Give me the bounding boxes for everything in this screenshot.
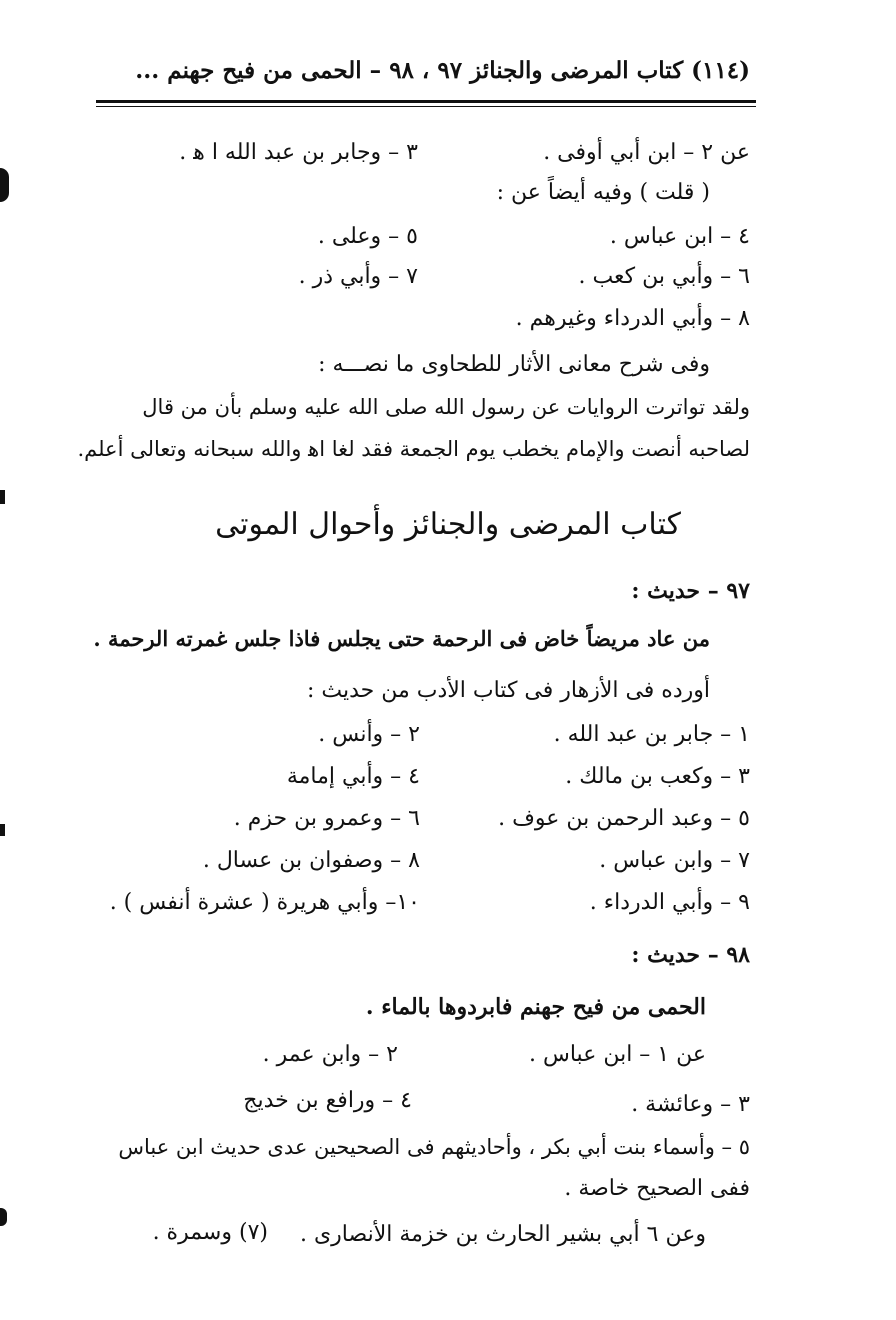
narrator-line: ٦ – وعمرو بن حزم . [233,806,420,831]
narrator-line: ٦ – وأبي بن كعب . [578,264,750,289]
hadith-98-heading: ٩٨ – حديث : [631,942,750,968]
tahawi-quote-line: ولقد تواترت الروايات عن رسول الله صلى الله عليه وسلم بأن من قال [142,395,750,419]
narrator-line: ٢ – وأنس . [318,722,420,747]
running-header: (١١٤) كتاب المرضى والجنائز ٩٧ ، ٩٨ – الحمى من فيح جهنم ... [135,57,750,84]
narrator-line: ٣ – وجابر بن عبد الله ا ﻫ . [179,140,418,165]
scan-edge-mark [0,824,5,836]
hadith-97-text: من عاد مريضاً خاض فى الرحمة حتى يجلس فاذا جلس غمرته الرحمة . [93,626,710,651]
narrator-line: (٧) وسمرة . [152,1220,268,1245]
narrator-line: ٥ – وأسماء بنت أبي بكر ، وأحاديثهم فى الصحيحين عدى حديث ابن عباس [118,1135,750,1159]
narrator-line: ٨ – وصفوان بن عسال . [202,848,420,873]
narrator-line: ففى الصحيح خاصة . [564,1176,750,1201]
narrator-line: ١٠– وأبي هريرة ( عشرة أنفس ) . [109,890,420,915]
narrator-line: عن ١ – ابن عباس . [529,1042,706,1067]
narrator-line: ٧ – وأبي ذر . [298,264,418,289]
scan-edge-mark [0,1208,7,1226]
narrator-line: ٣ – وكعب بن مالك . [565,764,750,789]
hadith-97-heading: ٩٧ – حديث : [631,578,750,604]
narrator-line: وعن ٦ أبي بشير الحارث بن خزمة الأنصارى . [299,1222,706,1247]
narrator-line: ٥ – وعلى . [317,224,418,249]
narrator-line: ٤ – ورافع بن خديج [243,1088,412,1113]
narrator-line: عن ٢ – ابن أبي أوفى . [543,140,750,165]
scan-edge-mark [0,490,5,504]
hadith-98-text: الحمى من فيح جهنم فابردوها بالماء . [365,994,706,1020]
narrator-line: ٨ – وأبي الدرداء وغيرهم . [515,306,750,331]
narrator-line: ٢ – وابن عمر . [262,1042,398,1067]
narrator-line: ٧ – وابن عباس . [599,848,750,873]
tahawi-quote-line: لصاحبه أنصت والإمام يخطب يوم الجمعة فقد لغا اﻫ والله سبحانه وتعالى أعلم. [77,437,750,461]
chapter-title: كتاب المرضى والجنائز وأحوال الموتى [215,507,681,542]
narrator-line: ٩ – وأبي الدرداء . [589,890,750,915]
narrator-line: ٣ – وعائشة . [631,1092,750,1117]
header-rule-thin [96,106,756,107]
qult-line: ( قلت ) وفيه أيضاً عن : [496,180,710,205]
narrator-line: ١ – جابر بن عبد الله . [553,722,750,747]
header-rule-thick [96,100,756,103]
narrator-line: ٤ – وأبي إمامة [286,764,420,789]
narrator-line: ٥ – وعبد الرحمن بن عوف . [498,806,750,831]
scan-edge-mark [0,168,9,202]
tahawi-intro: وفى شرح معانى الأثار للطحاوى ما نصـــه : [318,352,710,377]
hadith-97-source: أورده فى الأزهار فى كتاب الأدب من حديث : [306,678,710,703]
narrator-line: ٤ – ابن عباس . [609,224,750,249]
